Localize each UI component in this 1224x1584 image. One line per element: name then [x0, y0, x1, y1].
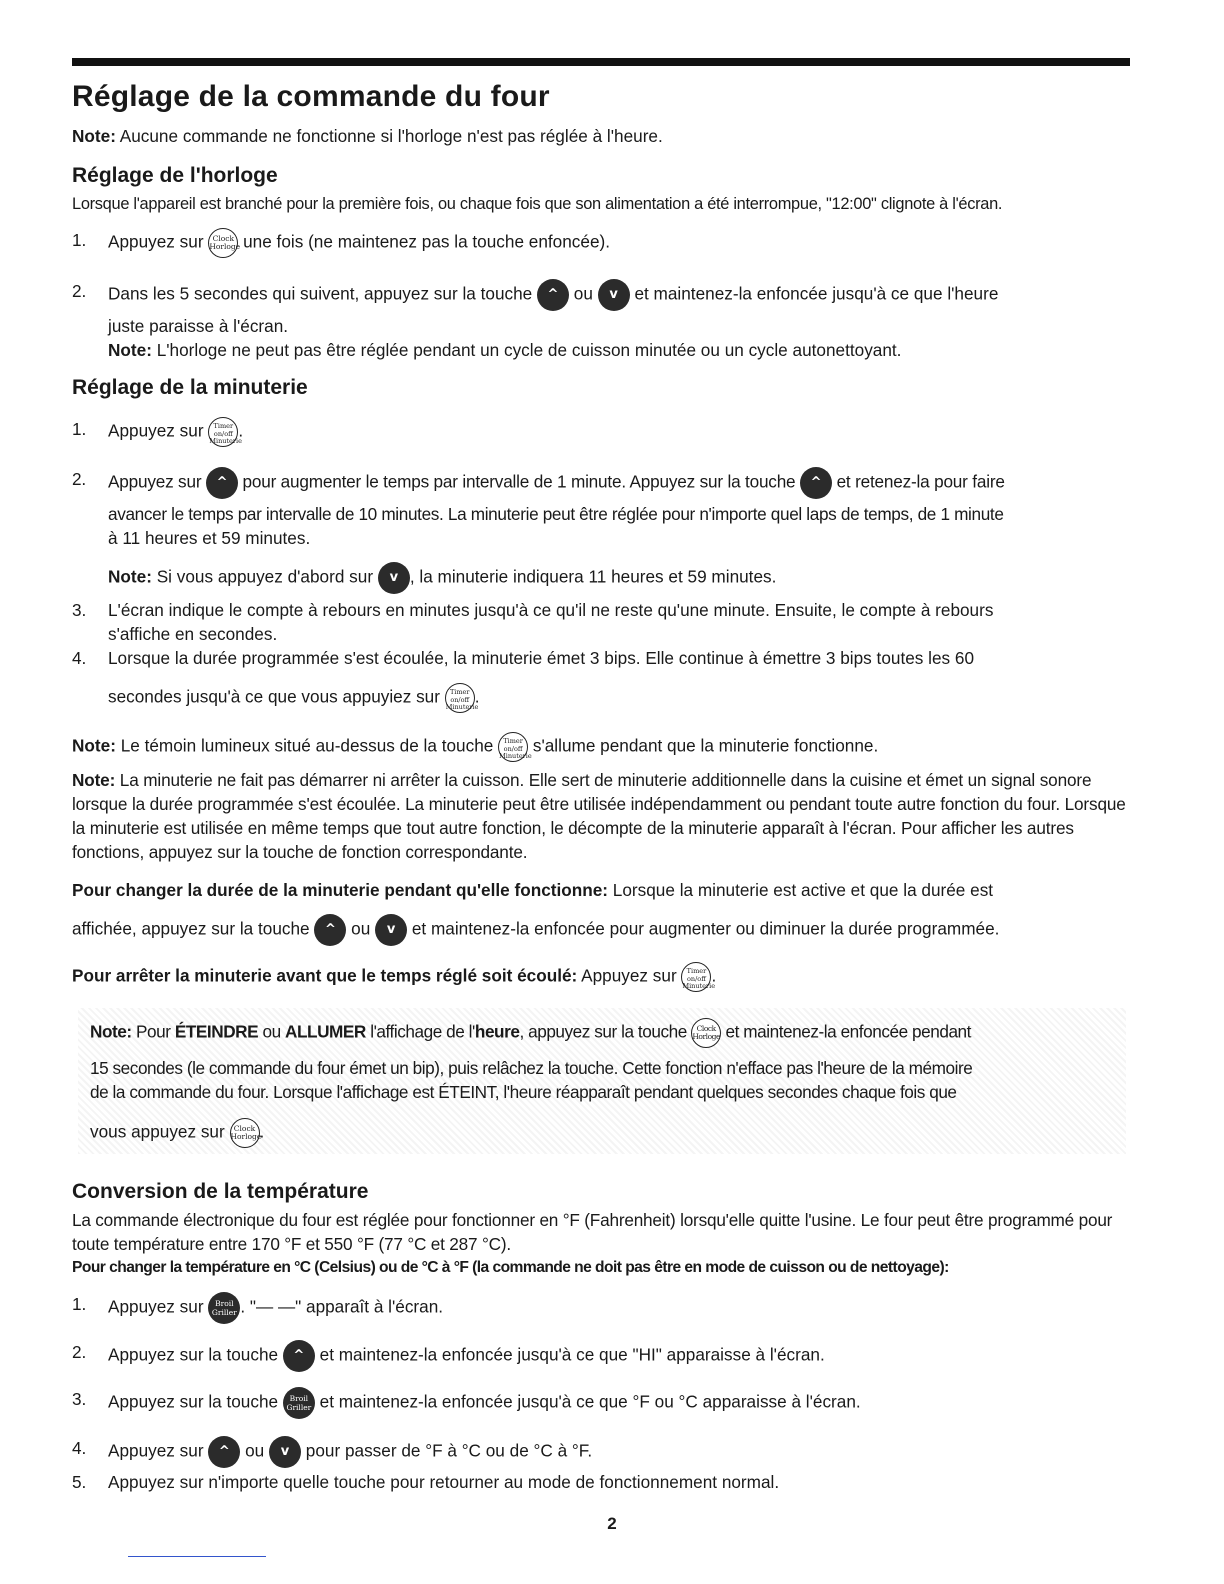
timer-change-para: Pour changer la durée de la minuterie pendant qu'elle fonctionne: Lorsque la minuterie est active et que la durée est: [72, 880, 994, 900]
timer-note-3: Note: La minuterie ne fait pas démarrer ni arrêter la cuisson. Elle sert de minuterie additionnelle dans la cuisine et émet un signal sonore lorsque la durée programmée s'est écoulée. La minuterie peut être utilisée indépendamment ou pendant toute autre fonction du four. Lorsque la minuterie est utilisée en même temps que tout autre fonction, le décompte de la minuterie apparaît à l'écran. Pour afficher les autres fonctions, appuyez sur la touche de fonction correspondante.: [72, 770, 1126, 862]
top-rule: [72, 58, 1130, 66]
display-note-line-2: 15 secondes (le commande du four émet un bip), puis relâchez la touche. Cette fonction n'efface pas l'heure de la mémoire: [90, 1058, 973, 1078]
clock-horloge-button: Clock Horloge: [208, 228, 238, 258]
broil-griller-button: Broil Griller: [283, 1387, 315, 1419]
clock-intro: Lorsque l'appareil est branché pour la première fois, ou chaque fois que son alimentation a été interrompue, "12:00" clignote à l'écran.: [72, 195, 1003, 213]
timer-note-2: Note: Le témoin lumineux situé au-dessus de la touche Timer on/off Minuterie s'allume pendant que la minuterie fonctionne.: [72, 732, 1132, 762]
page-title: Réglage de la commande du four: [72, 80, 550, 113]
clock-horloge-button: Clock Horloge: [230, 1118, 260, 1148]
timer-step-2-cont2: à 11 heures et 59 minutes.: [108, 528, 311, 548]
temp-bold-instruction: Pour changer la température en °C (Celsius) ou de °C à °F (la commande ne doit pas être en mode de cuisson ou de nettoyage):: [72, 1259, 949, 1276]
display-note-line-1: Note: Pour ÉTEINDRE ou ALLUMER l'affichage de l'heure, appuyez sur la touche Clock Horloge et maintenez-la enfoncée pendant: [90, 1018, 1126, 1048]
timer-heading: Réglage de la minuterie: [72, 376, 308, 399]
display-note-line-3: de la commande du four. Lorsque l'affichage est ÉTEINT, l'heure réapparaît pendant quelques secondes chaque fois que: [90, 1082, 957, 1102]
timer-step-2-cont: avancer le temps par intervalle de 10 minutes. La minuterie peut être réglée pour n'importe quel laps de temps, de 1 minute: [108, 504, 1004, 524]
display-note-line-4: vous appuyez sur Clock Horloge.: [90, 1118, 1126, 1148]
clock-note: Note: L'horloge ne peut pas être réglée pendant un cycle de cuisson minutée ou un cycle autonettoyant.: [108, 340, 902, 360]
down-arrow-icon: v: [375, 914, 407, 946]
timer-button: Timer on/off Minuterie: [681, 962, 711, 992]
up-arrow-icon: ^: [314, 914, 346, 946]
down-arrow-icon: v: [378, 562, 410, 594]
down-arrow-icon: v: [598, 279, 630, 311]
note-top: Note: Aucune commande ne fonctionne si l'horloge n'est pas réglée à l'heure.: [72, 126, 663, 146]
up-arrow-icon: ^: [537, 279, 569, 311]
timer-note-1: Note: Si vous appuyez d'abord sur v , la minuterie indiquera 11 heures et 59 minutes.: [108, 562, 1128, 594]
up-arrow-icon: ^: [206, 467, 238, 499]
up-arrow-icon: ^: [283, 1340, 315, 1372]
timer-button: Timer on/off Minuterie: [498, 732, 528, 762]
up-arrow-icon: ^: [800, 467, 832, 499]
timer-stop-para: Pour arrêter la minuterie avant que le temps réglé soit écoulé: Appuyez sur Timer on/off Minuterie.: [72, 962, 1132, 992]
footer-line: [128, 1556, 266, 1557]
up-arrow-icon: ^: [208, 1436, 240, 1468]
timer-button: Timer on/off Minuterie: [445, 683, 475, 713]
down-arrow-icon: v: [269, 1436, 301, 1468]
clock-heading: Réglage de l'horloge: [72, 164, 278, 187]
temp-heading: Conversion de la température: [72, 1180, 369, 1203]
timer-change-para-2: affichée, appuyez sur la touche ^ ou v et maintenez-la enfoncée pour augmenter ou diminuer la durée programmée.: [72, 914, 1132, 946]
page-number: 2: [607, 1514, 617, 1533]
temp-intro: La commande électronique du four est réglée pour fonctionner en °F (Fahrenheit) lorsqu'elle quitte l'usine. Le four peut être programmé pour toute température entre 170 °F et 550 °F (77 °C et 287 °C).: [72, 1210, 1113, 1254]
timer-step-4-cont: secondes jusqu'à ce que vous appuyiez sur Timer on/off Minuterie.: [108, 683, 1128, 713]
broil-griller-button: Broil Griller: [208, 1292, 240, 1324]
clock-step-2-cont: juste paraisse à l'écran.: [108, 316, 289, 336]
clock-horloge-button: Clock Horloge: [691, 1018, 721, 1048]
timer-button: Timer on/off Minuterie: [208, 417, 238, 447]
